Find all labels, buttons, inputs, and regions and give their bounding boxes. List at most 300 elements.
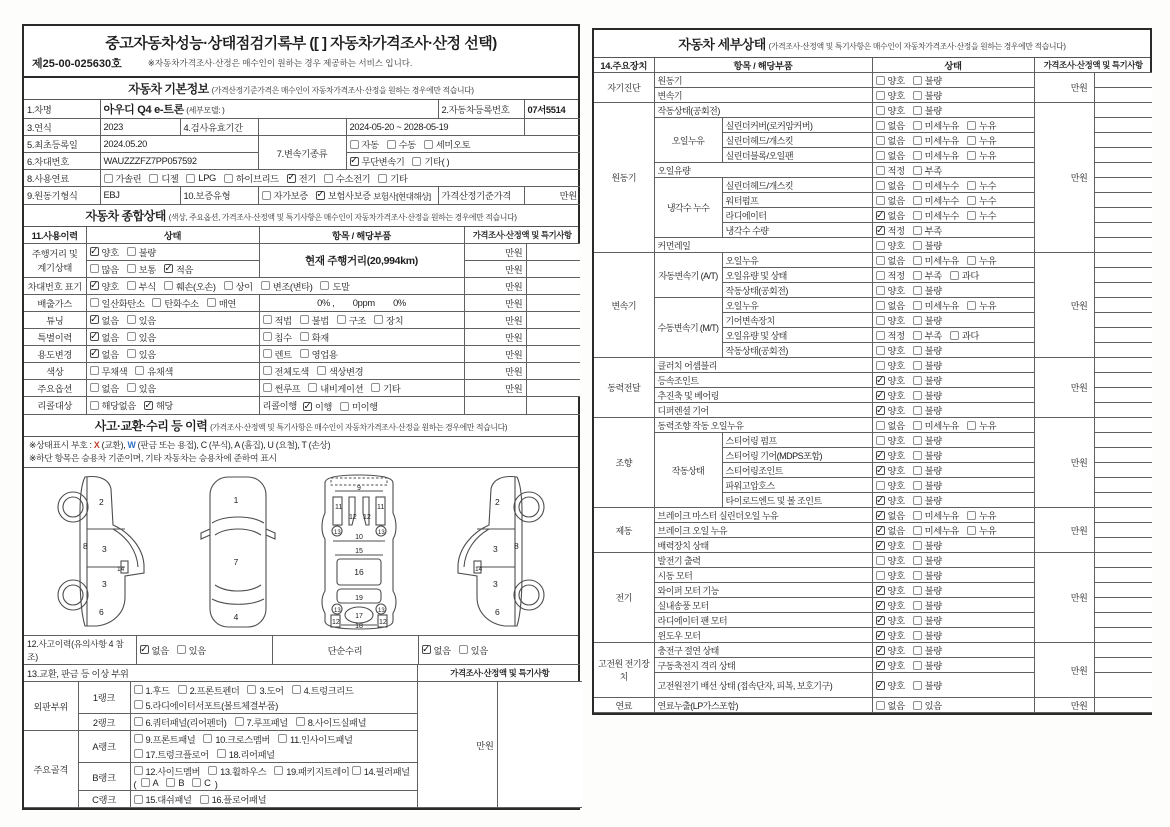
checkbox-C[interactable] bbox=[192, 778, 210, 788]
col-price-head: 가격조사·산정액 및 특기사항 bbox=[417, 665, 582, 682]
checkbox-세미오토[interactable] bbox=[424, 137, 470, 151]
checkbox-적정[interactable] bbox=[876, 223, 905, 237]
checkbox-label: 양호 bbox=[887, 631, 905, 642]
checkbox-있음[interactable] bbox=[127, 330, 156, 344]
checkbox-양호[interactable] bbox=[876, 358, 905, 372]
checkbox-불량[interactable] bbox=[913, 88, 942, 102]
checkbox-없음[interactable] bbox=[876, 508, 905, 522]
checkbox-수동[interactable] bbox=[387, 137, 416, 151]
checkbox-보험사보증[interactable] bbox=[316, 188, 371, 202]
price-value-cell bbox=[1094, 133, 1152, 148]
checkbox-과다[interactable] bbox=[950, 328, 979, 342]
checkbox-19.패키지트레이[interactable] bbox=[274, 764, 349, 778]
price-unit: 만원 bbox=[1034, 418, 1094, 508]
checkbox-label: 유채색 bbox=[147, 366, 173, 377]
checkbox-해당없음[interactable] bbox=[90, 398, 136, 412]
checkbox-9.프론트패널[interactable] bbox=[134, 732, 196, 746]
checkbox-11.인사이드패널[interactable] bbox=[278, 732, 353, 746]
checkbox-1.후드[interactable] bbox=[134, 683, 170, 697]
checkbox-label: 미세누유 bbox=[924, 421, 959, 432]
checkbox-부족[interactable] bbox=[913, 328, 942, 342]
unchecked-checkbox-icon bbox=[967, 301, 976, 310]
device-group-label-제동: 제동 bbox=[594, 508, 654, 553]
checkbox-미이행[interactable] bbox=[340, 399, 378, 413]
checkbox-불량[interactable] bbox=[913, 103, 942, 117]
price-value-cell bbox=[1094, 508, 1152, 523]
checkbox-일산화탄소[interactable] bbox=[90, 296, 145, 310]
checkbox-있음[interactable] bbox=[127, 347, 156, 361]
checkbox-있음[interactable] bbox=[913, 698, 942, 712]
checkbox-없음[interactable] bbox=[90, 313, 119, 327]
checkbox-양호[interactable] bbox=[876, 538, 905, 552]
checkbox-누유[interactable] bbox=[967, 148, 996, 162]
checkbox-label: 누수 bbox=[979, 196, 997, 207]
checkbox-label: 불량 bbox=[924, 391, 942, 402]
checkbox-label: 미세누수 bbox=[924, 211, 959, 222]
unchecked-checkbox-icon bbox=[224, 174, 233, 183]
svg-text:8: 8 bbox=[514, 541, 519, 552]
checkbox-label: 해당 bbox=[155, 401, 173, 412]
checkbox-불량[interactable] bbox=[913, 583, 942, 597]
checkbox-불량[interactable] bbox=[913, 433, 942, 447]
checkbox-없음[interactable] bbox=[876, 208, 905, 222]
engine-type-value: EBJ bbox=[100, 187, 180, 205]
checkbox-부족[interactable] bbox=[913, 163, 942, 177]
checkbox-기타( )[interactable] bbox=[412, 154, 449, 168]
checkbox-하이브리드[interactable] bbox=[224, 171, 279, 185]
checkbox-label: 매연 bbox=[218, 298, 236, 309]
checkbox-불량[interactable] bbox=[127, 245, 156, 259]
checkbox-양호[interactable] bbox=[876, 643, 905, 657]
detail-section-title: 자동차 세부상태 (가격조사·산정액 및 특기사항은 매수인이 자동차가격조사·산정을 원하는 경우에만 적습니다) bbox=[594, 30, 1150, 58]
checkbox-상이[interactable] bbox=[224, 279, 253, 293]
svg-text:18: 18 bbox=[355, 623, 363, 631]
checkbox-label: 미세누유 bbox=[924, 301, 959, 312]
checkbox-불량[interactable] bbox=[913, 613, 942, 627]
checkbox-label: 불량 bbox=[924, 406, 942, 417]
checkbox-구조[interactable] bbox=[337, 313, 366, 327]
checkbox-미세누유[interactable] bbox=[913, 298, 959, 312]
status-options bbox=[872, 403, 1034, 418]
status-options bbox=[872, 463, 1034, 478]
checkbox-양호[interactable] bbox=[876, 283, 905, 297]
checkbox-훼손(오손)[interactable] bbox=[164, 279, 216, 293]
checkbox-침수[interactable] bbox=[263, 330, 292, 344]
checkbox-15.대쉬패널[interactable] bbox=[134, 792, 192, 806]
device-group-label-조향: 조향 bbox=[594, 418, 654, 508]
checkbox-해당[interactable] bbox=[144, 398, 173, 412]
checkbox-영업용[interactable] bbox=[300, 347, 338, 361]
checkbox-불량[interactable] bbox=[913, 448, 942, 462]
checkbox-불량[interactable] bbox=[913, 568, 942, 582]
checkbox-없음[interactable] bbox=[90, 347, 119, 361]
checkbox-양호[interactable] bbox=[876, 373, 905, 387]
checkbox-미세누유[interactable] bbox=[913, 133, 959, 147]
item-label: 냉각수 수량 bbox=[722, 223, 872, 238]
checkbox-무채색[interactable] bbox=[90, 364, 128, 378]
checkbox-썬루프[interactable] bbox=[263, 381, 301, 395]
checkbox-없음[interactable] bbox=[876, 193, 905, 207]
checkbox-색상변경[interactable] bbox=[317, 364, 363, 378]
checkbox-불법[interactable] bbox=[300, 313, 329, 327]
unchecked-checkbox-icon bbox=[300, 332, 309, 341]
unchecked-checkbox-icon bbox=[967, 121, 976, 130]
svg-text:16: 16 bbox=[354, 567, 364, 578]
checkbox-장치[interactable] bbox=[374, 313, 403, 327]
checkbox-보통[interactable] bbox=[127, 262, 156, 276]
checkbox-양호[interactable] bbox=[876, 493, 905, 507]
checkbox-불량[interactable] bbox=[913, 658, 942, 672]
price-value-cell bbox=[526, 379, 580, 396]
checkbox-없음[interactable] bbox=[876, 178, 905, 192]
checkbox-양호[interactable] bbox=[876, 658, 905, 672]
status-options bbox=[872, 418, 1034, 433]
checkbox-자가보증[interactable] bbox=[262, 188, 308, 202]
checkbox-유채색[interactable] bbox=[135, 364, 173, 378]
checkbox-누유[interactable] bbox=[967, 118, 996, 132]
status-options bbox=[872, 523, 1034, 538]
checkbox-없음[interactable] bbox=[876, 298, 905, 312]
checkbox-label: 부족 bbox=[924, 331, 942, 342]
item-label: 파워고압호스 bbox=[722, 478, 872, 493]
checkbox-label: 없음 bbox=[887, 421, 905, 432]
checkbox-4.트렁크리드[interactable] bbox=[292, 683, 354, 697]
checkbox-양호[interactable] bbox=[876, 553, 905, 567]
checkbox-없음[interactable] bbox=[90, 381, 119, 395]
unchecked-checkbox-icon bbox=[876, 301, 885, 310]
checkbox-내비게이션[interactable] bbox=[308, 381, 363, 395]
col-status: 상태 bbox=[86, 227, 259, 244]
checkbox-디젤[interactable] bbox=[149, 171, 178, 185]
col-status: 상태 bbox=[872, 58, 1034, 73]
checkbox-렌트[interactable] bbox=[263, 347, 292, 361]
unchecked-checkbox-icon bbox=[337, 315, 346, 324]
checkbox-label: 양호 bbox=[101, 247, 119, 258]
checkbox-있음[interactable] bbox=[127, 313, 156, 327]
emission-checks bbox=[90, 296, 256, 310]
checkbox-미세누유[interactable] bbox=[913, 418, 959, 432]
tuning-type-checks bbox=[263, 313, 461, 327]
device-group-label-고전원 전기장치: 고전원 전기장치 bbox=[594, 643, 654, 698]
checkbox-누유[interactable] bbox=[967, 298, 996, 312]
checkbox-양호[interactable] bbox=[876, 313, 905, 327]
item-label: 작동상태(공회전) bbox=[722, 343, 872, 358]
checkbox-18.리어패널[interactable] bbox=[217, 747, 275, 761]
checkbox-탄화수소[interactable] bbox=[152, 296, 198, 310]
device-group-label-전기: 전기 bbox=[594, 553, 654, 643]
checkbox-적정[interactable] bbox=[876, 328, 905, 342]
checkbox-불량[interactable] bbox=[913, 643, 942, 657]
unchecked-checkbox-icon bbox=[90, 264, 99, 273]
checkbox-양호[interactable] bbox=[876, 613, 905, 627]
checkbox-2.프론트펜더[interactable] bbox=[178, 683, 240, 697]
checkbox-없음[interactable] bbox=[140, 643, 169, 657]
checkbox-불량[interactable] bbox=[913, 538, 942, 552]
checkbox-가솔린[interactable] bbox=[104, 171, 142, 185]
checkbox-없음[interactable] bbox=[876, 253, 905, 267]
unchecked-checkbox-icon bbox=[292, 685, 301, 694]
checkbox-있음[interactable] bbox=[127, 381, 156, 395]
unchecked-checkbox-icon bbox=[876, 556, 885, 565]
checkbox-미세누유[interactable] bbox=[913, 508, 959, 522]
unchecked-checkbox-icon bbox=[278, 734, 287, 743]
checkbox-양호[interactable] bbox=[90, 279, 119, 293]
checkbox-누유[interactable] bbox=[967, 253, 996, 267]
unchecked-checkbox-icon bbox=[263, 383, 272, 392]
status-options bbox=[872, 373, 1034, 388]
item-label: 원동기 bbox=[654, 73, 872, 88]
checkbox-과다[interactable] bbox=[950, 268, 979, 282]
checked-checkbox-icon: ✓ bbox=[876, 629, 884, 641]
checkbox-부족[interactable] bbox=[913, 268, 942, 282]
row-label-mileage: 주행거리 및 계기상태 bbox=[24, 243, 86, 277]
unchecked-checkbox-icon bbox=[127, 281, 136, 290]
unchecked-checkbox-icon bbox=[876, 316, 885, 325]
checkbox-미세누수[interactable] bbox=[913, 193, 959, 207]
checkbox-있음[interactable] bbox=[459, 643, 488, 657]
checkbox-label: 누유 bbox=[979, 526, 997, 537]
checkbox-양호[interactable] bbox=[876, 628, 905, 642]
checkbox-불량[interactable] bbox=[913, 343, 942, 357]
item-label: 워터펌프 bbox=[722, 193, 872, 208]
svg-text:3: 3 bbox=[102, 544, 107, 555]
checkbox-불량[interactable] bbox=[913, 463, 942, 477]
checkbox-양호[interactable] bbox=[876, 448, 905, 462]
checkbox-화재[interactable] bbox=[300, 330, 329, 344]
checkbox-미세누유[interactable] bbox=[913, 148, 959, 162]
checkbox-14.필러패널[interactable] bbox=[352, 764, 410, 778]
checkbox-기타[interactable] bbox=[378, 171, 407, 185]
checkbox-양호[interactable] bbox=[876, 463, 905, 477]
checkbox-누수[interactable] bbox=[967, 208, 996, 222]
checkbox-양호[interactable] bbox=[876, 583, 905, 597]
checkbox-없음[interactable] bbox=[876, 698, 905, 712]
checkbox-양호[interactable] bbox=[876, 403, 905, 417]
price-value-cell bbox=[526, 277, 580, 294]
options-checks bbox=[90, 381, 256, 395]
unchecked-checkbox-icon bbox=[913, 556, 922, 565]
item-label: 기어변속장치 bbox=[722, 313, 872, 328]
checkbox-label: 없음 bbox=[101, 315, 119, 326]
checkbox-누유[interactable] bbox=[967, 418, 996, 432]
unchecked-checkbox-icon bbox=[263, 332, 272, 341]
checkbox-없음[interactable] bbox=[876, 523, 905, 537]
checkbox-label: 누유 bbox=[979, 421, 997, 432]
checkbox-있음[interactable] bbox=[177, 643, 206, 657]
checkbox-없음[interactable] bbox=[876, 118, 905, 132]
status-options bbox=[872, 478, 1034, 493]
checkbox-label: 적정 bbox=[887, 271, 905, 282]
checkbox-부식[interactable] bbox=[127, 279, 156, 293]
unchecked-checkbox-icon bbox=[913, 481, 922, 490]
checkbox-부족[interactable] bbox=[913, 223, 942, 237]
checkbox-불량[interactable] bbox=[913, 358, 942, 372]
checkbox-16.플로어패널[interactable] bbox=[200, 792, 267, 806]
checkbox-양호[interactable] bbox=[876, 343, 905, 357]
checkbox-이행[interactable] bbox=[303, 399, 332, 413]
checkbox-불량[interactable] bbox=[913, 678, 942, 692]
checkbox-10.크로스멤버[interactable] bbox=[203, 732, 270, 746]
checkbox-A[interactable] bbox=[141, 778, 159, 788]
checkbox-label: 렌트 bbox=[274, 349, 292, 360]
checkbox-불량[interactable] bbox=[913, 238, 942, 252]
checkbox-불량[interactable] bbox=[913, 628, 942, 642]
checkbox-누유[interactable] bbox=[967, 523, 996, 537]
checkbox-누수[interactable] bbox=[967, 178, 996, 192]
checkbox-6.쿼터패널(리어펜더)[interactable] bbox=[134, 715, 227, 729]
checkbox-불량[interactable] bbox=[913, 478, 942, 492]
price-value-cell bbox=[1094, 343, 1152, 358]
item-label: 배력장치 상태 bbox=[654, 538, 872, 553]
checkbox-미세누수[interactable] bbox=[913, 178, 959, 192]
checkbox-미세누유[interactable] bbox=[913, 118, 959, 132]
checkbox-불량[interactable] bbox=[913, 388, 942, 402]
checkbox-불량[interactable] bbox=[913, 493, 942, 507]
checkbox-label: 양호 bbox=[887, 376, 905, 387]
checkbox-7.루프패널[interactable] bbox=[235, 715, 288, 729]
checkbox-불량[interactable] bbox=[913, 598, 942, 612]
checkbox-양호[interactable] bbox=[876, 238, 905, 252]
checkbox-양호[interactable] bbox=[876, 388, 905, 402]
checkbox-미세누유[interactable] bbox=[913, 253, 959, 267]
rankC-checks bbox=[134, 792, 414, 806]
unchecked-checkbox-icon bbox=[134, 795, 143, 804]
checkbox-양호[interactable] bbox=[876, 73, 905, 87]
checkbox-양호[interactable] bbox=[876, 88, 905, 102]
svg-text:12: 12 bbox=[363, 514, 371, 522]
status-options bbox=[872, 268, 1034, 283]
checkbox-적정[interactable] bbox=[876, 268, 905, 282]
checkbox-미세누유[interactable] bbox=[913, 523, 959, 537]
checkbox-label: 불량 bbox=[924, 496, 942, 507]
unchecked-checkbox-icon bbox=[913, 166, 922, 175]
checkbox-label: 없음 bbox=[887, 526, 905, 537]
unchecked-checkbox-icon bbox=[296, 717, 305, 726]
checkbox-label: 누유 bbox=[979, 256, 997, 267]
unchecked-checkbox-icon bbox=[913, 496, 922, 505]
checkbox-불량[interactable] bbox=[913, 283, 942, 297]
checkbox-LPG[interactable] bbox=[186, 173, 215, 183]
status-options bbox=[872, 133, 1034, 148]
checkbox-양호[interactable] bbox=[876, 678, 905, 692]
checkbox-label: 9.프론트패널 bbox=[145, 734, 196, 745]
checkbox-많음[interactable] bbox=[90, 262, 119, 276]
mileage-status-checks bbox=[90, 245, 256, 259]
status-options bbox=[872, 508, 1034, 523]
checkbox-누유[interactable] bbox=[967, 133, 996, 147]
checkbox-양호[interactable] bbox=[90, 245, 119, 259]
unchecked-checkbox-icon bbox=[166, 778, 175, 787]
checkbox-불량[interactable] bbox=[913, 553, 942, 567]
row-label-options: 주요옵션 bbox=[24, 379, 86, 396]
unchecked-checkbox-icon bbox=[134, 700, 143, 709]
checkbox-없음[interactable] bbox=[90, 330, 119, 344]
checkbox-5.라디에이터서포트(볼트체결부품)[interactable] bbox=[134, 698, 278, 712]
checkbox-자동[interactable] bbox=[350, 137, 379, 151]
checkbox-13.휠하우스[interactable] bbox=[208, 764, 266, 778]
unchecked-checkbox-icon bbox=[274, 766, 283, 775]
item-label: 실내송풍 모터 bbox=[654, 598, 872, 613]
checkbox-누유[interactable] bbox=[967, 508, 996, 522]
field-label-vin: 6.차대번호 bbox=[24, 153, 100, 170]
checkbox-label: 10.크로스멤버 bbox=[215, 734, 270, 745]
status-options bbox=[872, 313, 1034, 328]
unchecked-checkbox-icon bbox=[913, 701, 922, 710]
checkbox-양호[interactable] bbox=[876, 598, 905, 612]
svg-text:13: 13 bbox=[334, 530, 341, 537]
checkbox-적정[interactable] bbox=[876, 163, 905, 177]
checkbox-미세누수[interactable] bbox=[913, 208, 959, 222]
price-value-cell bbox=[1094, 553, 1152, 568]
color-change-checks bbox=[263, 364, 461, 378]
checkbox-양호[interactable] bbox=[876, 478, 905, 492]
checkbox-누수[interactable] bbox=[967, 193, 996, 207]
status-options bbox=[872, 658, 1034, 673]
checkbox-적음[interactable] bbox=[164, 262, 193, 276]
checkbox-label: 양호 bbox=[887, 406, 905, 417]
usage-change-checks bbox=[90, 347, 256, 361]
checkbox-전기[interactable] bbox=[287, 171, 316, 185]
checkbox-없음[interactable] bbox=[422, 643, 451, 657]
checkbox-수소전기[interactable] bbox=[324, 171, 370, 185]
price-value-cell bbox=[497, 681, 582, 808]
checkbox-무단변속기[interactable] bbox=[350, 154, 405, 168]
status-options bbox=[872, 193, 1034, 208]
checkbox-도말[interactable] bbox=[320, 279, 349, 293]
checkbox-양호[interactable] bbox=[876, 433, 905, 447]
checkbox-전체도색[interactable] bbox=[263, 364, 309, 378]
checkbox-기타[interactable] bbox=[371, 381, 400, 395]
unchecked-checkbox-icon bbox=[876, 271, 885, 280]
checkbox-17.트렁크플로어[interactable] bbox=[134, 747, 209, 761]
checkbox-변조(변타)[interactable] bbox=[261, 279, 313, 293]
checkbox-매연[interactable] bbox=[207, 296, 236, 310]
checkbox-label: 적법 bbox=[274, 315, 292, 326]
price-value-cell bbox=[1094, 568, 1152, 583]
checkbox-불량[interactable] bbox=[913, 73, 942, 87]
checkbox-양호[interactable] bbox=[876, 568, 905, 582]
checkbox-없음[interactable] bbox=[876, 418, 905, 432]
checkbox-없음[interactable] bbox=[876, 133, 905, 147]
mileage-amount-checks bbox=[90, 262, 256, 276]
checkbox-8.사이드실패널[interactable] bbox=[296, 715, 366, 729]
unchecked-checkbox-icon bbox=[876, 166, 885, 175]
checkbox-불량[interactable] bbox=[913, 373, 942, 387]
unchecked-checkbox-icon bbox=[913, 76, 922, 85]
checkbox-적법[interactable] bbox=[263, 313, 292, 327]
checkbox-3.도어[interactable] bbox=[247, 683, 283, 697]
checkbox-label: 13.휠하우스 bbox=[220, 766, 267, 777]
price-unit: 만원 bbox=[464, 311, 526, 328]
checkbox-label: 영업용 bbox=[311, 349, 338, 360]
checkbox-label: 미세누유 bbox=[924, 136, 959, 147]
checkbox-label: 15.대쉬패널 bbox=[145, 795, 192, 806]
checkbox-label: 없음 bbox=[887, 211, 905, 222]
checkbox-label: 양호 bbox=[887, 661, 905, 672]
checkbox-B[interactable] bbox=[166, 778, 184, 788]
checkbox-양호[interactable] bbox=[876, 103, 905, 117]
unchecked-checkbox-icon bbox=[967, 511, 976, 520]
svg-text:3: 3 bbox=[493, 579, 498, 590]
unchecked-checkbox-icon bbox=[134, 766, 143, 775]
checkbox-label: 디젤 bbox=[161, 174, 179, 184]
checkbox-불량[interactable] bbox=[913, 313, 942, 327]
checkbox-없음[interactable] bbox=[876, 148, 905, 162]
checkbox-label: 없음 bbox=[887, 511, 905, 522]
checkbox-label: 19.패키지트레이 bbox=[286, 766, 350, 777]
checkbox-불량[interactable] bbox=[913, 403, 942, 417]
checkbox-12.사이드멤버[interactable] bbox=[134, 764, 201, 778]
